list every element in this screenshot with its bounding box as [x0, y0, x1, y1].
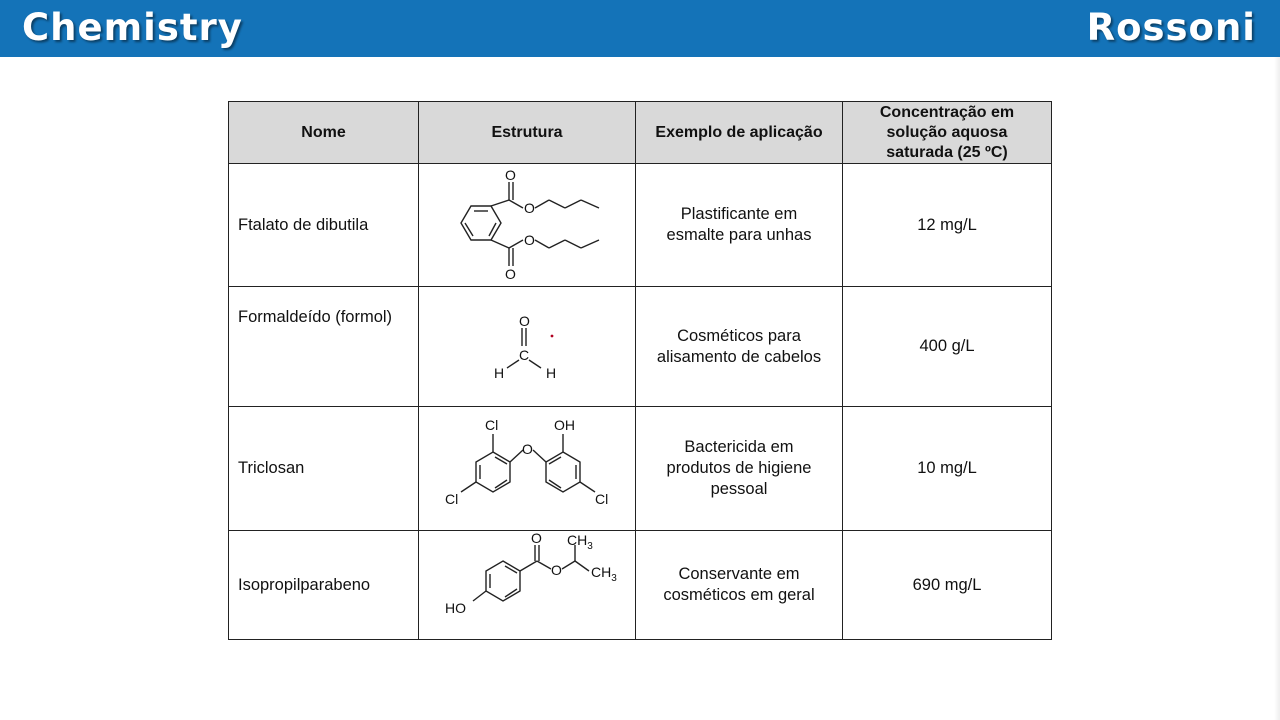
- header-concentracao: Concentração em solução aquosa saturada (25 ºC): [843, 102, 1052, 164]
- cell-concentration: 690 mg/L: [843, 531, 1052, 640]
- chlorine-label: Cl: [595, 490, 609, 507]
- hydrogen-label: H: [494, 364, 505, 381]
- oxygen-label: O: [531, 533, 542, 546]
- hydrogen-label: H: [546, 364, 557, 381]
- dibutyl-phthalate-structure-icon: [427, 166, 627, 284]
- cell-structure: [419, 531, 636, 640]
- slide-edge: [1274, 57, 1280, 720]
- cell-concentration: 400 g/L: [843, 287, 1052, 407]
- chlorine-label: Cl: [445, 490, 459, 507]
- methyl-ch: CH: [567, 533, 588, 548]
- cell-concentration: 10 mg/L: [843, 407, 1052, 531]
- methyl-subscript: 3: [611, 573, 617, 584]
- hydroxyl-label: OH: [554, 416, 575, 433]
- oxygen-label: O: [505, 266, 516, 282]
- table-row: [229, 287, 1052, 407]
- header-nome: Nome: [229, 102, 419, 164]
- cell-application: Plastificante em esmalte para unhas: [636, 164, 843, 287]
- cell-structure: [419, 407, 636, 531]
- header-aplicacao: Exemplo de aplicação: [636, 102, 843, 164]
- methyl-ch: CH: [591, 564, 612, 580]
- cell-name: Ftalato de dibutila: [229, 164, 419, 287]
- oxygen-label: O: [551, 562, 562, 578]
- table-row: [229, 407, 1052, 531]
- methyl-label: [567, 533, 593, 552]
- oxygen-label: O: [519, 312, 530, 329]
- formaldehyde-structure-icon: [467, 302, 587, 392]
- table-row: [229, 164, 1052, 287]
- cell-application: Conservante em cosméticos em geral: [636, 531, 843, 640]
- hydroxyl-label: HO: [445, 600, 466, 616]
- oxygen-label: O: [524, 232, 535, 248]
- table-row: [229, 531, 1052, 640]
- triclosan-structure-icon: [427, 410, 627, 528]
- cell-name: Triclosan: [229, 407, 419, 531]
- cell-application: Cosméticos para alisamento de cabelos: [636, 287, 843, 407]
- oxygen-label: O: [522, 440, 533, 457]
- header-estrutura: Estrutura: [419, 102, 636, 164]
- stray-dot: [551, 334, 554, 337]
- methyl-label: [591, 564, 617, 584]
- cell-structure: [419, 287, 636, 407]
- methyl-subscript: 3: [587, 541, 593, 552]
- chlorine-label: Cl: [485, 416, 499, 433]
- isopropylparaben-structure-icon: [427, 533, 627, 637]
- cell-concentration: 12 mg/L: [843, 164, 1052, 287]
- brand-chemistry: Chemistry: [22, 6, 243, 49]
- brand-rossoni: Rossoni: [1086, 6, 1256, 49]
- cell-structure: [419, 164, 636, 287]
- chemicals-table: [228, 101, 1052, 640]
- carbon-label: C: [519, 346, 530, 363]
- oxygen-label: O: [505, 167, 516, 183]
- cell-name: Formaldeído (formol): [229, 287, 419, 407]
- header-bar: [0, 0, 1280, 57]
- cell-application: Bactericida em produtos de higiene pessoal: [636, 407, 843, 531]
- cell-name: Isopropilparabeno: [229, 531, 419, 640]
- oxygen-label: O: [524, 200, 535, 216]
- table-header-row: [229, 102, 1052, 164]
